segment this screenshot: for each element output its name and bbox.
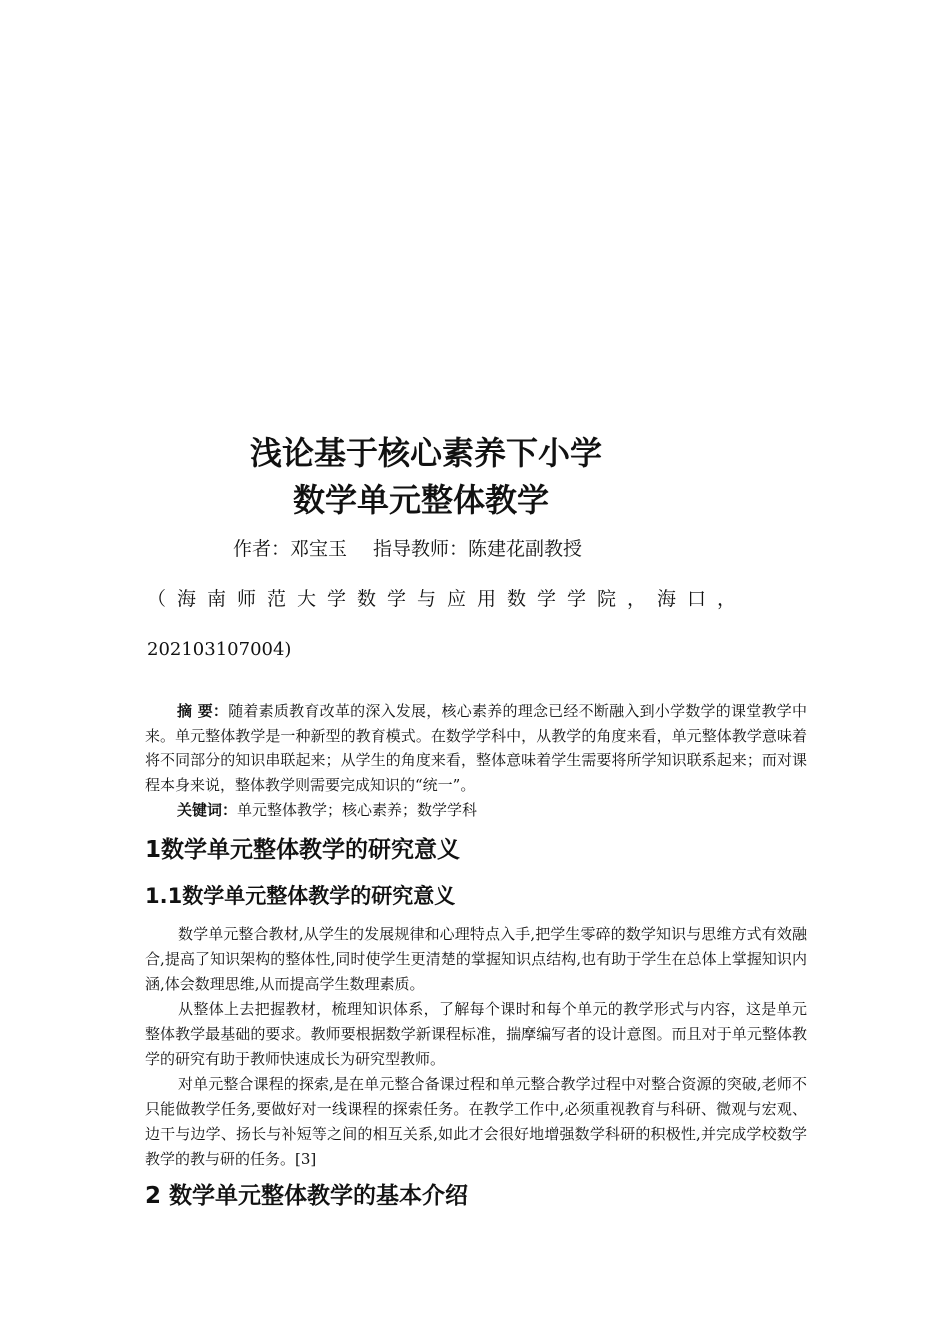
section-1-1-heading: 1.1数学单元整体教学的研究意义 [145, 884, 456, 908]
keywords-text: 单元整体教学；核心素养；数学学科 [237, 801, 478, 819]
paragraph: 从整体上去把握教材，梳理知识体系，了解每个课时和每个单元的教学形式与内容，这是单元整体教学最基础的要求。教师要根据数学新课程标准，揣摩编写者的设计意图。而且对于单元整体教学的研究有助于教师快速成长为研究型教师。 [145, 1000, 807, 1068]
abstract [145, 699, 807, 797]
paragraph: 对单元整合课程的探索,是在单元整合备课过程和单元整合教学过程中对整合资源的突破,老师不只能做教学任务,要做好对一线课程的探索任务。在教学工作中,必须重视教育与科研、微观与宏观、边干与边学、扬长与补短等之间的相互关系,如此才会很好地增强数学科研的积极性,并完成学校数学教学的教与研的任务。[3] [145, 1075, 807, 1168]
keywords-label: 关键词： [177, 801, 238, 819]
author-name: 作者：邓宝玉 [233, 538, 348, 560]
paragraph: 数学单元整合教材,从学生的发展规律和心理特点入手,把学生零碎的数学知识与思维方式有效融合,提高了知识架构的整体性,同时使学生更清楚的掌握知识点结构,也有助于学生在总体上掌握知识内涵,体会数理思维,从而提高学生数理素质。 [145, 925, 807, 993]
title-line-2: 数学单元整体教学 [293, 481, 550, 519]
section-2-heading: 2 数学单元整体教学的基本介绍 [145, 1183, 469, 1209]
section-1-heading: 1数学单元整体教学的研究意义 [145, 837, 461, 863]
advisor-name: 指导教师：陈建花副教授 [373, 538, 583, 560]
abstract-label: 摘 要： [177, 702, 229, 720]
keywords [177, 798, 477, 822]
affiliation-line-1: （海南师范大学数学与应用数学学院，海口， [147, 588, 748, 610]
title-line-1: 浅论基于核心素养下小学 [250, 434, 603, 472]
abstract-text: 随着素质教育改革的深入发展，核心素养的理念已经不断融入到小学数学的课堂教学中来。单元整体教学是一种新型的教育模式。在数学学科中，从教学的角度来看，单元整体教学意味着将不同部分的知识串联起来；从学生的角度来看，整体意味着学生需要将所学知识联系起来；而对课程本身来说，整体教学则需要完成知识的“统一”。 [145, 702, 807, 794]
author-line [233, 536, 582, 562]
affiliation-line-2: 202103107004) [147, 639, 292, 660]
